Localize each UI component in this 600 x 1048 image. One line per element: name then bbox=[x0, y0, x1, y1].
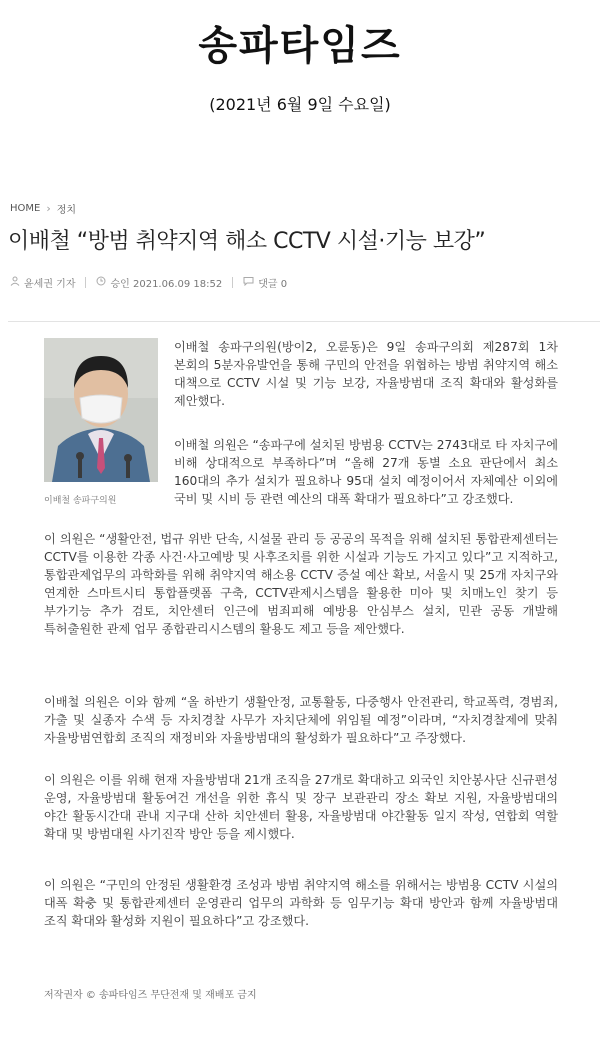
chevron-right-icon: › bbox=[46, 202, 51, 215]
article-paragraph-3: 이 의원은 “생활안전, 법규 위반 단속, 시설물 관리 등 공공의 목적을 위해 설치된 통합관제센터는 CCTV를 이용한 각종 사건·사고예방 및 사후조치를 위한 시설과 기능도 가지고 있다”고 지적하고, 통합관제업무의 과학화를 위해 취약지역 해소용 CCTV 증설 예산 확보, 서울시 및 25개 자치구와 연계한 스마트시티 통합플랫폼 구축, CCTV관제시스템을 활용한 미아 및 치매노인 찾기 등 부가기능 추가 검토, 치안센터 인근에 범죄피해 예방용 안심부스 설치, 민관 공동 개발해 특허출원한 관제 업무 종합관리시스템의 활용도 제고 등을 제안했다. bbox=[44, 532, 558, 636]
meta-divider bbox=[232, 277, 233, 288]
copyright-notice: 저작권자 © 송파타임즈 무단전재 및 재배포 금지 bbox=[44, 990, 257, 1001]
approval-datetime: 승인 2021.06.09 18:52 bbox=[110, 279, 223, 290]
article-paragraph-5: 이 의원은 이를 위해 현재 자율방범대 21개 조직을 27개로 확대하고 외국인 치안봉사단 신규편성 운영, 자율방범대 활동여건 개선을 위한 휴식 및 장구 보관관리 장소 확보 지원, 자율방범대의 야간 활동시간대 관내 지구대 산하 치안센터 활용, 자율방범대 야간활동 일지 작성, 연합회 역할 확대 및 방범대원 사기진작 방안 등을 제시했다. bbox=[44, 773, 558, 841]
comment-count[interactable]: 댓글 0 bbox=[258, 279, 288, 290]
breadcrumb-section-link[interactable]: 정치 bbox=[56, 205, 77, 216]
photo-caption: 이배철 송파구의원 bbox=[44, 496, 117, 506]
article-photo bbox=[44, 338, 158, 482]
header-divider bbox=[8, 321, 600, 322]
author-info bbox=[10, 275, 75, 290]
article-paragraph-4: 이배철 의원은 이와 함께 “올 하반기 생활안정, 교통활동, 다중행사 안전관리, 학교폭력, 경범죄, 가출 및 실종자 수색 등 자치경찰 사무가 자치단체에 위임될 예정”이라며, “자치경찰제에 맞춰 자율방범연합회 조직의 재정비와 자율방범대의 활성화가 필요하다”고 주장했다. bbox=[44, 695, 558, 745]
breadcrumb-home-link[interactable]: HOME bbox=[10, 203, 41, 214]
meta-divider bbox=[85, 277, 86, 288]
clock-icon bbox=[96, 276, 106, 289]
article-headline: 이배철 “방범 취약지역 해소 CCTV 시설·기능 보강” bbox=[8, 229, 486, 254]
publication-date: (2021년 6월 9일 수요일) bbox=[209, 95, 391, 114]
approval-info bbox=[96, 275, 222, 290]
article-paragraph-1: 이배철 송파구의원(방이2, 오륜동)은 9일 송파구의회 제287회 1차 본회의 5분자유발언을 통해 구민의 안전을 위협하는 방범 취약지역 해소 대책으로 CCTV 시설 및 기능 보강, 자율방범대 조직 확대와 활성화를 제안했다. bbox=[174, 340, 558, 408]
article-meta bbox=[10, 275, 287, 290]
author-name: 윤세권 기자 bbox=[24, 279, 76, 290]
newspaper-masthead: 송파타임즈 bbox=[198, 23, 402, 69]
breadcrumb bbox=[10, 201, 76, 216]
person-icon bbox=[10, 276, 20, 289]
article-paragraph-6: 이 의원은 “구민의 안정된 생활환경 조성과 방범 취약지역 해소를 위해서는 방범용 CCTV 시설의 대폭 확충 및 통합관제센터 운영관리 업무의 과학화 등 임무기능 확대 방안과 함께 자율방범대 조직 확대와 활성화 지원이 필요하다”고 강조했다. bbox=[44, 878, 558, 928]
comments-info[interactable] bbox=[243, 275, 287, 290]
article-paragraph-2: 이배철 의원은 “송파구에 설치된 방범용 CCTV는 2743대로 타 자치구에 비해 상대적으로 부족하다”며 “올해 27개 동별 소요 판단에서 최소 160대의 추가 설치가 필요하나 95대 설치 예정이어서 자체예산 이외에 국비 및 시비 등 관련 예산의 대폭 확대가 필요하다”고 강조했다. bbox=[174, 438, 558, 506]
comment-icon bbox=[243, 276, 254, 289]
